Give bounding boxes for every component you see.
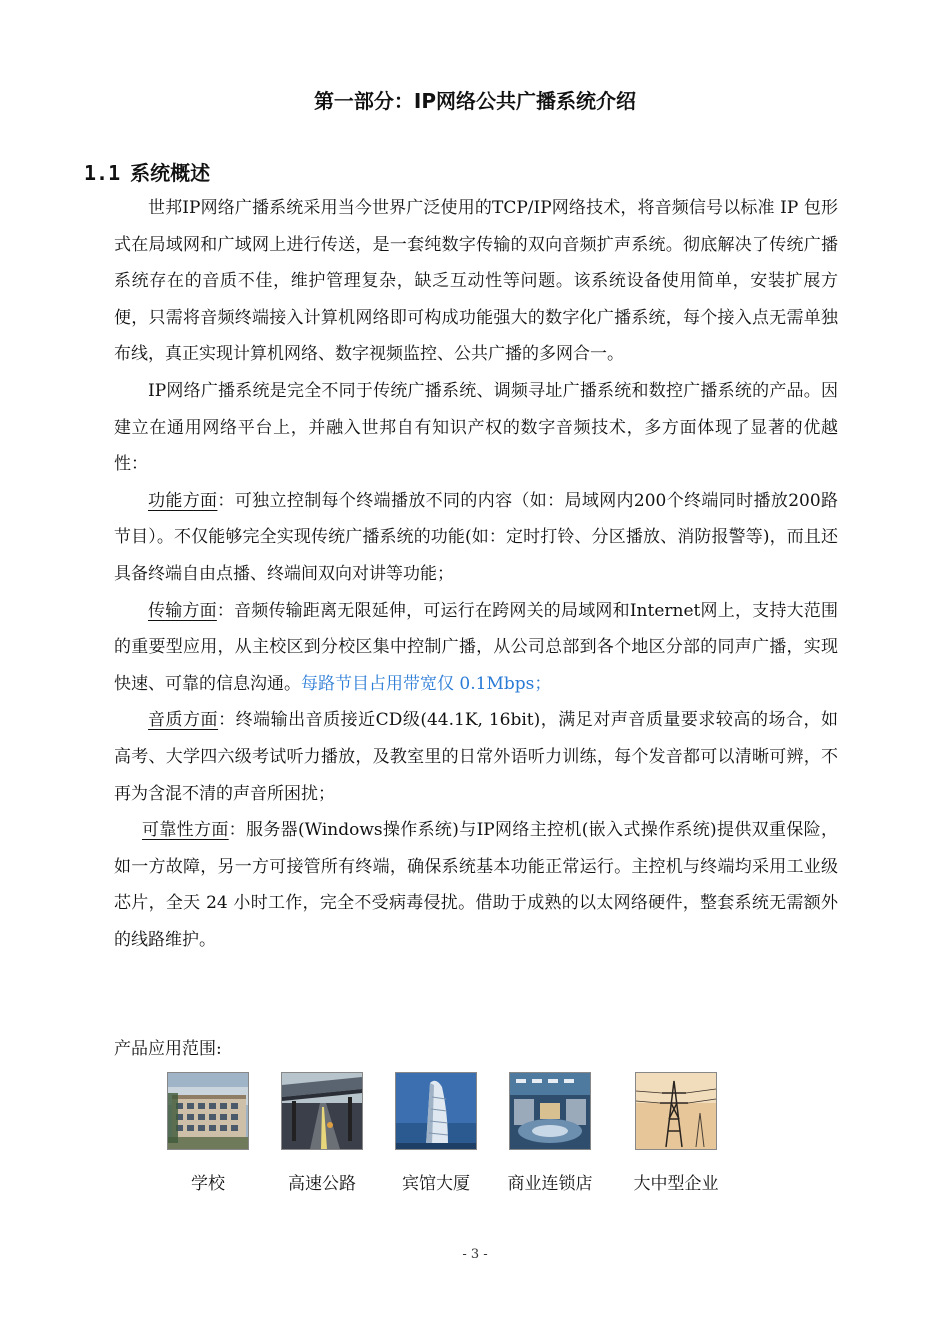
paragraph-advantages: IP网络广播系统是完全不同于传统广播系统、调频寻址广播系统和数控广播系统的产品。因建立在通用网络平台上，并融入世邦自有知识产权的数字音频技术，多方面体现了显著的优越性： (114, 380, 838, 475)
audio-text: ：终端输出音质接近CD级(44.1K, 16bit)，满足对声音质量要求较高的场合，如高考、大学四六级考试听力播放，及教室里的日常外语听力训练，每个发音都可以清晰可辨，不再为含混不清的声音所困扰； (114, 710, 839, 804)
paragraph-audio (114, 702, 838, 812)
application-label-retail: 商业连锁店 (507, 1174, 593, 1194)
application-label-hotel: 宾馆大厦 (402, 1174, 470, 1194)
application-hotel (378, 1072, 494, 1196)
audio-key: 音质方面 (148, 710, 219, 731)
application-school (150, 1072, 266, 1196)
reliability-key: 可靠性方面 (142, 820, 229, 841)
section-title: 系统概述 (130, 161, 211, 185)
paragraph-reliability (114, 812, 838, 958)
applications-label: 产品应用范围: (114, 1039, 222, 1059)
school-building-photo (167, 1072, 249, 1150)
retail-store-photo (509, 1072, 591, 1150)
application-label-enterprise: 大中型企业 (633, 1174, 719, 1194)
bandwidth-note: 每路节目占用带宽仅 0.1Mbps； (301, 673, 552, 694)
paragraph-function (114, 483, 838, 593)
application-label-highway: 高速公路 (288, 1174, 356, 1194)
highway-photo (281, 1072, 363, 1150)
body-text (114, 190, 838, 958)
hotel-tower-photo (395, 1072, 477, 1150)
reliability-text: ：服务器(Windows操作系统)与IP网络主控机(嵌入式操作系统)提供双重保险，如一方故障，另一方可接管所有终端，确保系统基本功能正常运行。主控机与终端均采用工业级芯片，全天 24 小时工作，完全不受病毒侵扰。借助于成熟的以太网络硬件，整套系统无需额外的线路维护。 (114, 820, 838, 950)
page-number: - 3 - (462, 1247, 488, 1262)
power-tower-photo (635, 1072, 717, 1150)
applications-row (150, 1072, 770, 1202)
paragraph-overview: 世邦IP网络广播系统采用当今世界广泛使用的TCP/IP网络技术，将音频信号以标准 IP 包形式在局域网和广域网上进行传送，是一套纯数字传输的双向音频扩声系统。彻底解决了传统广播系统存在的音质不佳，维护管理复杂，缺乏互动性等问题。该系统设备使用简单，安装扩展方便，只需将音频终端接入计算机网络即可构成功能强大的数字化广播系统，每个接入点无需单独布线，真正实现计算机网络、数字视频监控、公共广播的多网合一。 (114, 198, 838, 365)
section-number: 1.1 (84, 161, 121, 185)
section-heading (84, 158, 210, 188)
function-text: ：可独立控制每个终端播放不同的内容（如：局域网内200个终端同时播放200路节目）。不仅能够完全实现传统广播系统的功能(如：定时打铃、分区播放、消防报警等)，而且还具备终端自由点播、终端间双向对讲等功能； (114, 490, 838, 584)
application-enterprise (618, 1072, 734, 1196)
function-key: 功能方面 (148, 490, 218, 511)
transmission-key: 传输方面 (148, 600, 217, 621)
paragraph-transmission (114, 593, 838, 703)
application-retail (492, 1072, 608, 1196)
application-label-school: 学校 (191, 1174, 225, 1194)
transmission-text: ：音频传输距离无限延伸，可运行在跨网关的局域网和Internet网上，支持大范围的重要型应用，从主校区到分校区集中控制广播，从公司总部到各个地区分部的同声广播，实现快速、可靠的信息沟通。 (114, 600, 839, 694)
page-title: 第一部分：IP网络公共广播系统介绍 (313, 89, 637, 113)
application-highway (264, 1072, 380, 1196)
